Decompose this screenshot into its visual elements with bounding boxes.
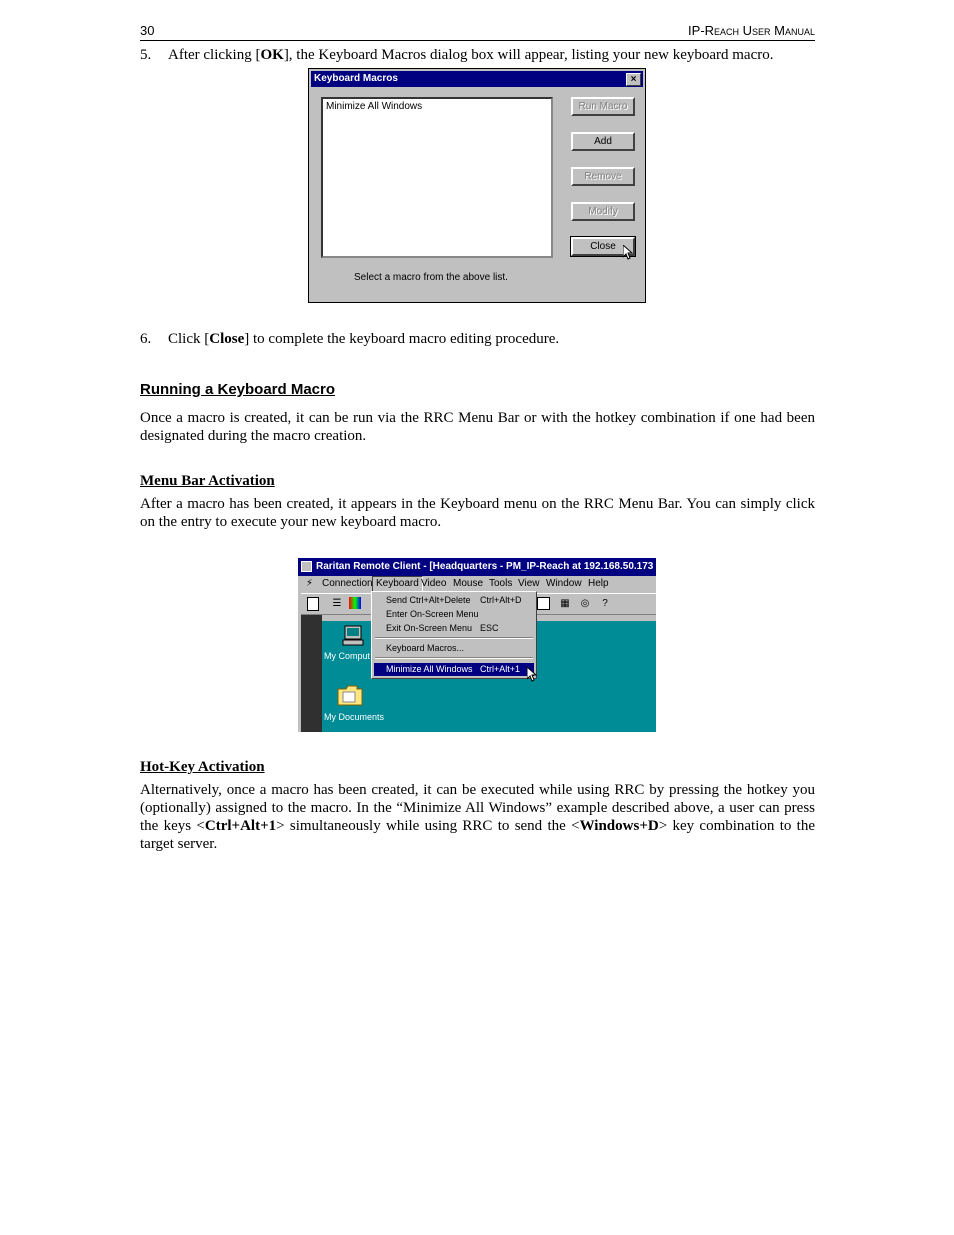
add-button[interactable]: Add [571,132,635,151]
new-document-icon[interactable] [307,597,319,611]
header-rule [140,40,815,41]
page-number: 30 [140,23,155,38]
my-computer-label: My Comput [324,651,371,661]
menu-item-enter-osm[interactable]: Enter On-Screen Menu [386,609,479,619]
hotkey-text: Alternatively, once a macro has been created, it can be executed while using RRC by pressing the hotkey you (optionally) assigned to the macro. In the “Minimize All Windows” example described above, a user can press the keys <Ctrl+Alt+1> simultaneously while using RRC to send the <Windows+D> key combination to the target server. [140,782,815,852]
menu-item-exit-osm[interactable]: Exit On-Screen Menu ESC [386,623,499,633]
color-icon[interactable] [349,597,361,609]
mouse-cursor-icon [527,667,537,683]
rrc-menu-bar [298,576,656,592]
folder-icon[interactable] [337,684,363,706]
help-icon[interactable]: ? [602,598,608,609]
step5-number: 5. [140,47,152,63]
dialog-status-text: Select a macro from the above list. [354,272,508,283]
step5-text: After clicking [OK], the Keyboard Macros dialog box will appear, listing your new keyboard macro. [168,47,774,63]
step6-number: 6. [140,331,152,347]
modify-button[interactable]: Modify [571,202,635,221]
menu-window[interactable]: Window [546,578,582,589]
menu-view[interactable]: View [518,578,540,589]
my-computer-icon[interactable] [342,625,364,647]
menu-keyboard[interactable]: Keyboard [372,576,423,592]
menu-bar-text: After a macro has been created, it appears in the Keyboard menu on the RRC Menu Bar. You can simply click on the entry to execute your new keyboard macro. [140,496,815,530]
close-icon[interactable]: × [626,73,641,86]
dialog-title: Keyboard Macros [314,73,398,84]
remove-button[interactable]: Remove [571,167,635,186]
app-icon [301,561,312,572]
properties-icon[interactable]: ☰ [332,598,342,609]
run-macro-button[interactable]: Run Macro [571,97,635,116]
plug-icon: ⚡ [306,578,314,589]
keyboard-macros-dialog [308,68,646,303]
keyboard-dropdown-menu [371,591,537,679]
menu-item-minimize-all[interactable]: Minimize All Windows Ctrl+Alt+1 [374,663,534,676]
mouse-cursor-icon [623,245,633,261]
menu-mouse[interactable]: Mouse [453,578,484,589]
rrc-title-bar [298,558,656,576]
left-frame [301,615,322,732]
menu-item-send-cad[interactable]: Send Ctrl+Alt+Delete Ctrl+Alt+D [386,595,522,605]
hotkey-heading: Hot-Key Activation [140,759,265,775]
menu-tools[interactable]: Tools [489,578,513,589]
close-button[interactable]: Close [571,237,635,256]
menu-video[interactable]: Video [421,578,447,589]
macro-listbox[interactable] [321,97,553,258]
grid-icon[interactable]: ▦ [560,598,570,609]
rrc-window [298,558,656,732]
running-title: IP-Reach User Manual [688,23,815,38]
menu-bar-heading: Menu Bar Activation [140,473,275,489]
menu-separator [375,657,533,659]
my-documents-label: My Documents [324,712,385,722]
menu-connection[interactable]: Connection [322,578,373,589]
section-intro: Once a macro is created, it can be run via the RRC Menu Bar or with the hotkey combination if one had been designated during the macro creation. [140,410,815,444]
menu-help[interactable]: Help [588,578,609,589]
menu-item-keyboard-macros[interactable]: Keyboard Macros... [386,643,465,653]
section-heading: Running a Keyboard Macro [140,381,336,398]
step6-text: Click [Close] to complete the keyboard macro editing procedure. [168,331,560,347]
window-icon[interactable] [537,597,550,610]
menu-separator [375,637,533,639]
rrc-title: Raritan Remote Client - [Headquarters - PM_IP-Reach at 192.168.50.173 [316,561,654,572]
settings-icon[interactable]: ◎ [580,598,590,609]
dialog-title-bar [311,71,643,87]
list-item[interactable]: Minimize All Windows [326,101,423,112]
